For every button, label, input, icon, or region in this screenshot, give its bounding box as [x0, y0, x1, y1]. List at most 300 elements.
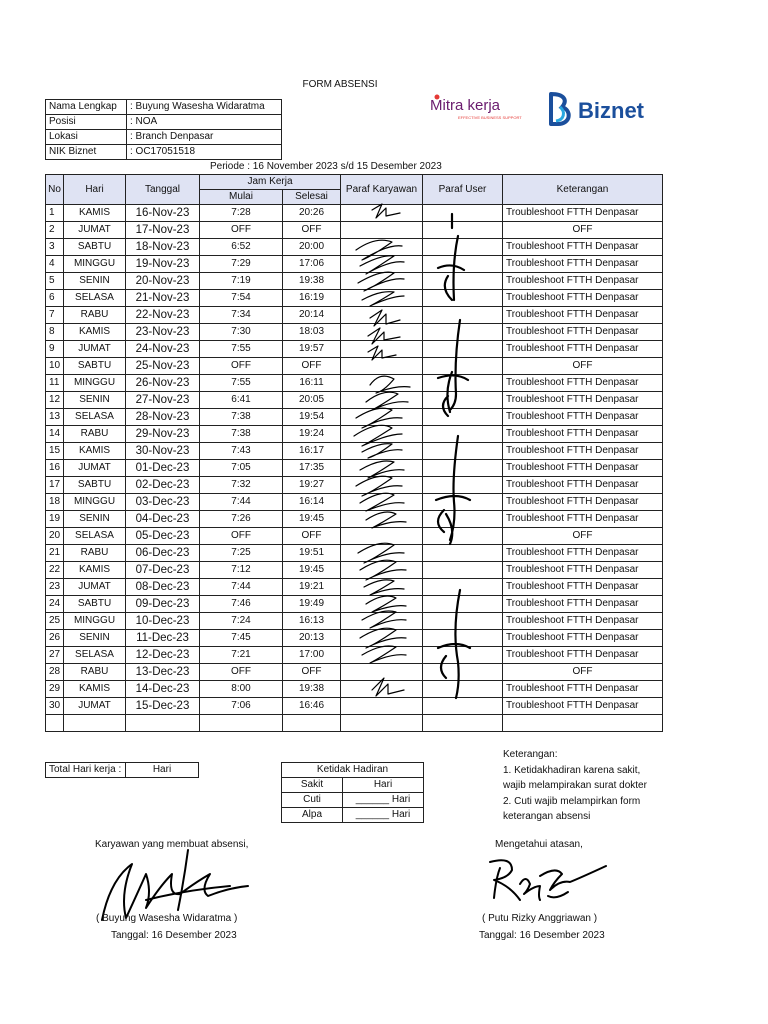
row-end-time [283, 715, 341, 732]
supervisor-sign-caption: Mengetahui atasan, [495, 839, 583, 850]
row-user-initial [423, 681, 503, 698]
table-row [46, 341, 663, 358]
row-start-time: OFF [200, 528, 283, 545]
biznet-logo [546, 90, 656, 135]
header-no: No [46, 175, 64, 205]
row-number: 19 [46, 511, 64, 528]
row-employee-initial [341, 460, 423, 477]
info-row-nik [46, 145, 282, 160]
info-row-location [46, 130, 282, 145]
supervisor-name: ( Putu Rizky Anggriawan ) [482, 913, 598, 924]
row-number: 29 [46, 681, 64, 698]
absence-type: Alpa [282, 808, 343, 823]
row-date: 16-Nov-23 [126, 205, 200, 222]
row-end-time: 17:35 [283, 460, 341, 477]
row-notes: Troubleshoot FTTH Denpasar [503, 392, 663, 409]
row-notes: OFF [503, 528, 663, 545]
row-notes: Troubleshoot FTTH Denpasar [503, 596, 663, 613]
absence-type: Cuti [282, 793, 343, 808]
table-row [46, 307, 663, 324]
info-value: : NOA [127, 115, 282, 130]
row-start-time: 7:55 [200, 341, 283, 358]
row-day: SABTU [64, 596, 126, 613]
row-day: SELASA [64, 290, 126, 307]
row-employee-initial [341, 290, 423, 307]
row-day: SENIN [64, 392, 126, 409]
row-date: 14-Dec-23 [126, 681, 200, 698]
row-end-time: 16:13 [283, 613, 341, 630]
row-start-time: 7:54 [200, 290, 283, 307]
row-day: SABTU [64, 477, 126, 494]
row-employee-initial [341, 324, 423, 341]
table-row [46, 596, 663, 613]
row-number: 27 [46, 647, 64, 664]
row-start-time: 7:25 [200, 545, 283, 562]
row-day: JUMAT [64, 698, 126, 715]
info-value: : Branch Denpasar [127, 130, 282, 145]
row-day: RABU [64, 664, 126, 681]
row-end-time: 19:45 [283, 562, 341, 579]
table-row [46, 715, 663, 732]
row-date: 11-Dec-23 [126, 630, 200, 647]
row-number: 22 [46, 562, 64, 579]
row-start-time: 7:44 [200, 494, 283, 511]
row-end-time: 19:27 [283, 477, 341, 494]
row-day: JUMAT [64, 579, 126, 596]
row-date: 26-Nov-23 [126, 375, 200, 392]
row-end-time: 16:19 [283, 290, 341, 307]
row-user-initial [423, 630, 503, 647]
row-date: 09-Dec-23 [126, 596, 200, 613]
header-work-hours: Jam Kerja [200, 175, 341, 190]
row-start-time: 7:19 [200, 273, 283, 290]
row-end-time: 19:51 [283, 545, 341, 562]
row-day: JUMAT [64, 460, 126, 477]
table-row [46, 545, 663, 562]
row-user-initial [423, 358, 503, 375]
table-row [46, 239, 663, 256]
row-employee-initial [341, 681, 423, 698]
row-date: 23-Nov-23 [126, 324, 200, 341]
row-end-time: 16:14 [283, 494, 341, 511]
row-date: 22-Nov-23 [126, 307, 200, 324]
row-notes: Troubleshoot FTTH Denpasar [503, 613, 663, 630]
row-end-time: 19:45 [283, 511, 341, 528]
row-number: 25 [46, 613, 64, 630]
row-notes [503, 715, 663, 732]
employee-signature [102, 850, 248, 920]
row-number: 7 [46, 307, 64, 324]
table-row [46, 494, 663, 511]
absence-table [281, 762, 424, 823]
row-notes: Troubleshoot FTTH Denpasar [503, 341, 663, 358]
row-date: 18-Nov-23 [126, 239, 200, 256]
row-start-time: 7:38 [200, 426, 283, 443]
row-day: RABU [64, 545, 126, 562]
row-date: 29-Nov-23 [126, 426, 200, 443]
row-number: 12 [46, 392, 64, 409]
table-row [46, 324, 663, 341]
row-end-time: OFF [283, 528, 341, 545]
row-date: 06-Dec-23 [126, 545, 200, 562]
table-row [46, 664, 663, 681]
row-day: SENIN [64, 273, 126, 290]
row-start-time: 6:41 [200, 392, 283, 409]
info-label: NIK Biznet [46, 145, 127, 160]
notes-line: 1. Ketidakhadiran karena sakit, [503, 764, 641, 776]
row-date: 12-Dec-23 [126, 647, 200, 664]
header-start: Mulai [200, 190, 283, 205]
employee-sign-caption: Karyawan yang membuat absensi, [95, 839, 249, 850]
table-row [46, 630, 663, 647]
row-number: 30 [46, 698, 64, 715]
row-end-time: 19:54 [283, 409, 341, 426]
row-notes: Troubleshoot FTTH Denpasar [503, 494, 663, 511]
row-end-time: 19:24 [283, 426, 341, 443]
row-start-time: 8:00 [200, 681, 283, 698]
row-notes: Troubleshoot FTTH Denpasar [503, 681, 663, 698]
row-user-initial [423, 715, 503, 732]
row-notes: Troubleshoot FTTH Denpasar [503, 545, 663, 562]
row-number: 6 [46, 290, 64, 307]
row-number: 21 [46, 545, 64, 562]
row-employee-initial [341, 630, 423, 647]
row-day: MINGGU [64, 375, 126, 392]
notes-line: wajib melampirakan surat dokter [503, 780, 647, 791]
row-employee-initial [341, 613, 423, 630]
row-day: JUMAT [64, 341, 126, 358]
row-day: KAMIS [64, 443, 126, 460]
info-label: Lokasi [46, 130, 127, 145]
row-day [64, 715, 126, 732]
row-number [46, 715, 64, 732]
row-user-initial [423, 545, 503, 562]
notes-line: keterangan absensi [503, 811, 591, 822]
table-row [46, 256, 663, 273]
row-number: 4 [46, 256, 64, 273]
table-row [46, 477, 663, 494]
row-end-time: 16:17 [283, 443, 341, 460]
info-row-name [46, 100, 282, 115]
info-label: Posisi [46, 115, 127, 130]
row-end-time: 16:46 [283, 698, 341, 715]
table-row [46, 426, 663, 443]
row-user-initial [423, 579, 503, 596]
row-user-initial [423, 290, 503, 307]
row-day: RABU [64, 307, 126, 324]
row-start-time: OFF [200, 358, 283, 375]
row-number: 3 [46, 239, 64, 256]
row-start-time [200, 715, 283, 732]
row-number: 10 [46, 358, 64, 375]
employee-sign-date: Tanggal: 16 Desember 2023 [111, 930, 237, 941]
row-day: SABTU [64, 358, 126, 375]
row-end-time: OFF [283, 358, 341, 375]
row-user-initial [423, 307, 503, 324]
row-end-time: OFF [283, 222, 341, 239]
row-number: 20 [46, 528, 64, 545]
header-employee-initial: Paraf Karyawan [341, 175, 423, 205]
row-user-initial [423, 613, 503, 630]
row-day: SELASA [64, 528, 126, 545]
table-row [46, 681, 663, 698]
row-day: MINGGU [64, 494, 126, 511]
row-user-initial [423, 205, 503, 222]
absence-value: ______ Hari [343, 808, 424, 823]
notes-line: 2. Cuti wajib melampirkan form [503, 795, 641, 807]
supervisor-sign-date: Tanggal: 16 Desember 2023 [479, 930, 605, 941]
row-end-time: 19:38 [283, 273, 341, 290]
absence-value: ______ Hari [343, 793, 424, 808]
row-user-initial [423, 324, 503, 341]
table-row [46, 528, 663, 545]
row-user-initial [423, 511, 503, 528]
row-number: 9 [46, 341, 64, 358]
table-row [46, 375, 663, 392]
row-notes: Troubleshoot FTTH Denpasar [503, 324, 663, 341]
row-start-time: 7:05 [200, 460, 283, 477]
row-date: 05-Dec-23 [126, 528, 200, 545]
row-day: MINGGU [64, 256, 126, 273]
period-label: Periode : 16 November 2023 s/d 15 Desember 2023 [210, 161, 442, 172]
row-date: 27-Nov-23 [126, 392, 200, 409]
total-workdays-table [45, 762, 199, 778]
row-number: 18 [46, 494, 64, 511]
row-user-initial [423, 375, 503, 392]
row-start-time: 7:26 [200, 511, 283, 528]
row-user-initial [423, 256, 503, 273]
row-user-initial [423, 392, 503, 409]
row-user-initial [423, 239, 503, 256]
row-employee-initial [341, 443, 423, 460]
info-label: Nama Lengkap [46, 100, 127, 115]
svg-text:Biznet: Biznet [578, 98, 644, 123]
row-date: 02-Dec-23 [126, 477, 200, 494]
table-row [46, 579, 663, 596]
row-end-time: OFF [283, 664, 341, 681]
row-end-time: 20:05 [283, 392, 341, 409]
row-day: KAMIS [64, 324, 126, 341]
row-employee-initial [341, 511, 423, 528]
row-start-time: 7:38 [200, 409, 283, 426]
row-notes: Troubleshoot FTTH Denpasar [503, 290, 663, 307]
row-date: 07-Dec-23 [126, 562, 200, 579]
row-day: SELASA [64, 647, 126, 664]
row-start-time: 7:44 [200, 579, 283, 596]
row-user-initial [423, 596, 503, 613]
table-row [46, 205, 663, 222]
row-start-time: OFF [200, 222, 283, 239]
header-user-initial: Paraf User [423, 175, 503, 205]
row-number: 1 [46, 205, 64, 222]
row-date: 13-Dec-23 [126, 664, 200, 681]
row-number: 16 [46, 460, 64, 477]
row-notes: Troubleshoot FTTH Denpasar [503, 460, 663, 477]
row-notes: Troubleshoot FTTH Denpasar [503, 426, 663, 443]
header-end: Selesai [283, 190, 341, 205]
row-notes: OFF [503, 664, 663, 681]
row-employee-initial [341, 596, 423, 613]
row-user-initial [423, 562, 503, 579]
row-notes: Troubleshoot FTTH Denpasar [503, 256, 663, 273]
row-date: 04-Dec-23 [126, 511, 200, 528]
row-date: 21-Nov-23 [126, 290, 200, 307]
row-date: 08-Dec-23 [126, 579, 200, 596]
row-end-time: 19:57 [283, 341, 341, 358]
row-day: SENIN [64, 511, 126, 528]
row-user-initial [423, 222, 503, 239]
table-row [46, 290, 663, 307]
row-user-initial [423, 273, 503, 290]
row-user-initial [423, 341, 503, 358]
row-date: 20-Nov-23 [126, 273, 200, 290]
row-start-time: 7:46 [200, 596, 283, 613]
row-number: 11 [46, 375, 64, 392]
supervisor-signature [490, 860, 606, 900]
table-row [46, 613, 663, 630]
row-employee-initial [341, 273, 423, 290]
row-start-time: 7:21 [200, 647, 283, 664]
row-start-time: 7:34 [200, 307, 283, 324]
row-start-time: 7:32 [200, 477, 283, 494]
row-day: KAMIS [64, 681, 126, 698]
table-row [46, 511, 663, 528]
row-date: 24-Nov-23 [126, 341, 200, 358]
row-start-time: 7:30 [200, 324, 283, 341]
row-employee-initial [341, 392, 423, 409]
row-notes: Troubleshoot FTTH Denpasar [503, 630, 663, 647]
row-employee-initial [341, 477, 423, 494]
row-employee-initial [341, 222, 423, 239]
table-row [46, 443, 663, 460]
row-notes: Troubleshoot FTTH Denpasar [503, 409, 663, 426]
row-start-time: 7:24 [200, 613, 283, 630]
absence-type: Sakit [282, 778, 343, 793]
row-notes: Troubleshoot FTTH Denpasar [503, 307, 663, 324]
row-employee-initial [341, 528, 423, 545]
row-notes: Troubleshoot FTTH Denpasar [503, 443, 663, 460]
row-employee-initial [341, 579, 423, 596]
row-day: RABU [64, 426, 126, 443]
header-day: Hari [64, 175, 126, 205]
row-notes: Troubleshoot FTTH Denpasar [503, 511, 663, 528]
row-employee-initial [341, 341, 423, 358]
row-employee-initial [341, 239, 423, 256]
row-employee-initial [341, 375, 423, 392]
mitra-kerja-logo [430, 93, 540, 128]
row-employee-initial [341, 256, 423, 273]
form-title: FORM ABSENSI [302, 79, 378, 90]
row-number: 15 [46, 443, 64, 460]
row-day: KAMIS [64, 205, 126, 222]
row-end-time: 19:49 [283, 596, 341, 613]
row-date: 25-Nov-23 [126, 358, 200, 375]
table-row [46, 392, 663, 409]
row-end-time: 20:00 [283, 239, 341, 256]
row-end-time: 20:13 [283, 630, 341, 647]
row-end-time: 17:06 [283, 256, 341, 273]
row-user-initial [423, 477, 503, 494]
row-notes: Troubleshoot FTTH Denpasar [503, 375, 663, 392]
row-employee-initial [341, 562, 423, 579]
absence-value: Hari [343, 778, 424, 793]
svg-text:Mitra kerja: Mitra kerja [430, 97, 501, 114]
row-number: 2 [46, 222, 64, 239]
table-row [46, 698, 663, 715]
row-date: 28-Nov-23 [126, 409, 200, 426]
row-start-time: 7:06 [200, 698, 283, 715]
row-user-initial [423, 647, 503, 664]
row-number: 13 [46, 409, 64, 426]
row-date: 19-Nov-23 [126, 256, 200, 273]
row-date: 03-Dec-23 [126, 494, 200, 511]
row-user-initial [423, 494, 503, 511]
row-day: MINGGU [64, 613, 126, 630]
row-notes: Troubleshoot FTTH Denpasar [503, 698, 663, 715]
row-start-time: 7:45 [200, 630, 283, 647]
row-start-time: 7:12 [200, 562, 283, 579]
row-date: 01-Dec-23 [126, 460, 200, 477]
row-number: 24 [46, 596, 64, 613]
row-notes: OFF [503, 358, 663, 375]
row-end-time: 18:03 [283, 324, 341, 341]
row-date: 10-Dec-23 [126, 613, 200, 630]
employee-info-table [45, 99, 282, 160]
row-number: 17 [46, 477, 64, 494]
table-row [46, 222, 663, 239]
table-row [46, 460, 663, 477]
row-start-time: 7:55 [200, 375, 283, 392]
row-end-time: 20:14 [283, 307, 341, 324]
table-row [46, 647, 663, 664]
row-start-time: OFF [200, 664, 283, 681]
row-notes: OFF [503, 222, 663, 239]
row-day: SELASA [64, 409, 126, 426]
row-notes: Troubleshoot FTTH Denpasar [503, 273, 663, 290]
row-number: 28 [46, 664, 64, 681]
row-number: 5 [46, 273, 64, 290]
row-date: 15-Dec-23 [126, 698, 200, 715]
row-employee-initial [341, 494, 423, 511]
row-notes: Troubleshoot FTTH Denpasar [503, 239, 663, 256]
row-start-time: 7:28 [200, 205, 283, 222]
row-number: 23 [46, 579, 64, 596]
row-user-initial [423, 443, 503, 460]
row-date: 30-Nov-23 [126, 443, 200, 460]
row-number: 26 [46, 630, 64, 647]
row-employee-initial [341, 205, 423, 222]
row-end-time: 19:38 [283, 681, 341, 698]
row-employee-initial [341, 307, 423, 324]
row-employee-initial [341, 698, 423, 715]
row-end-time: 17:00 [283, 647, 341, 664]
row-user-initial [423, 698, 503, 715]
row-user-initial [423, 426, 503, 443]
row-employee-initial [341, 545, 423, 562]
row-day: JUMAT [64, 222, 126, 239]
row-notes: Troubleshoot FTTH Denpasar [503, 205, 663, 222]
row-employee-initial [341, 715, 423, 732]
row-user-initial [423, 409, 503, 426]
row-end-time: 20:26 [283, 205, 341, 222]
row-notes: Troubleshoot FTTH Denpasar [503, 579, 663, 596]
row-start-time: 7:29 [200, 256, 283, 273]
row-user-initial [423, 664, 503, 681]
header-notes: Keterangan [503, 175, 663, 205]
info-value: : Buyung Wasesha Widaratma [127, 100, 282, 115]
row-day: SABTU [64, 239, 126, 256]
employee-name: ( Buyung Wasesha Widaratma ) [96, 913, 238, 924]
